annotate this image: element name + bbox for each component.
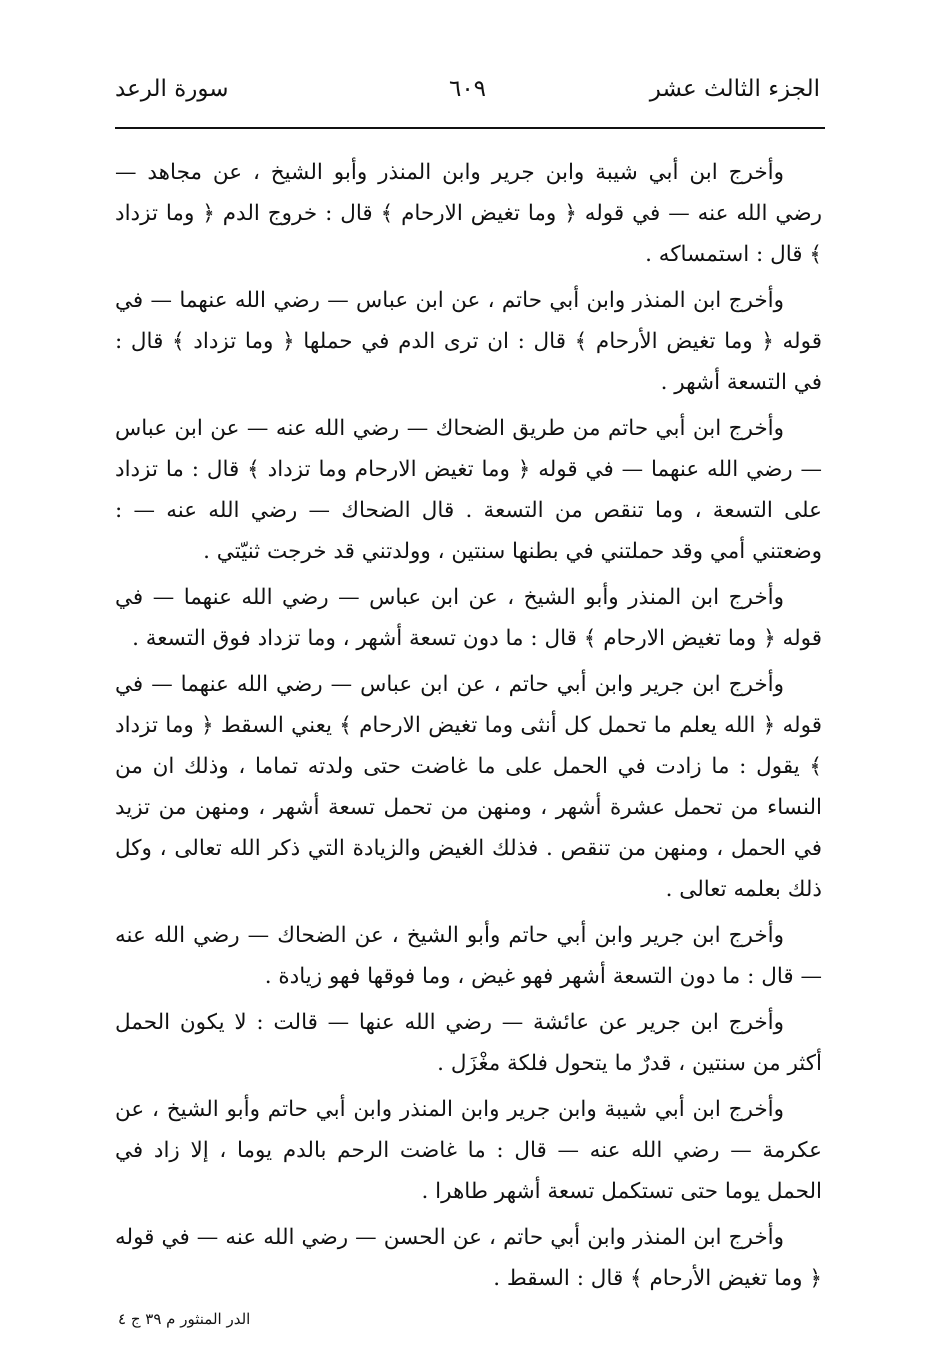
paragraph: وأخرج ابن المنذر وابن أبي حاتم ، عن الحسن — رضي الله عنه — في قوله ﴿ وما تغيض الأرحام ﴾ قال : السقط . [115, 1225, 822, 1291]
paragraph: وأخرج ابن المنذر وأبو الشيخ ، عن ابن عباس — رضي الله عنهما — في قوله ﴿ وما تغيض الارحام ﴾ قال : ما دون تسعة أشهر ، وما تزداد فوق التسعة . [115, 585, 822, 651]
part-title: الجزء الثالث عشر [649, 76, 820, 102]
page-body [115, 152, 822, 1304]
paragraph: وأخرج ابن أبي شيبة وابن جرير وابن المنذر وأبو الشيخ ، عن مجاهد — رضي الله عنه — في قوله ﴿ وما تغيض الارحام ﴾ قال : خروج الدم ﴿ وما تزداد ﴾ قال : استمساكه . [115, 160, 822, 267]
paragraph: وأخرج ابن جرير وابن أبي حاتم وأبو الشيخ ، عن الضحاك — رضي الله عنه — قال : ما دون التسعة أشهر فهو غيض ، وما فوقها فهو زيادة . [115, 923, 822, 989]
paragraph: وأخرج ابن أبي شيبة وابن جرير وابن المنذر وابن أبي حاتم وأبو الشيخ ، عن عكرمة — رضي الله عنه — قال : ما غاضت الرحم بالدم يوما ، إلا زاد في الحمل يوما حتى تستكمل تسعة أشهر طاهرا . [115, 1097, 822, 1204]
paragraph: وأخرج ابن أبي حاتم من طريق الضحاك — رضي الله عنه — عن ابن عباس — رضي الله عنهما — في قوله ﴿ وما تغيض الارحام وما تزداد ﴾ قال : ما تزداد على التسعة ، وما تنقص من التسعة . قال الضحاك — رضي الله عنه — : وضعتني أمي وقد حملتني في بطنها سنتين ، وولدتني قد خرجت ثنيّتي . [115, 416, 822, 564]
page-number: ٦٠٩ [448, 76, 487, 102]
paragraph: وأخرج ابن جرير عن عائشة — رضي الله عنها — قالت : لا يكون الحمل أكثر من سنتين ، قدرٌ ما يتحول فلكة مغْزَل . [115, 1010, 822, 1076]
paragraph: وأخرج ابن جرير وابن أبي حاتم ، عن ابن عباس — رضي الله عنهما — في قوله ﴿ الله يعلم ما تحمل كل أنثى وما تغيض الارحام ﴾ يعني السقط ﴿ وما تزداد ﴾ يقول : ما زادت في الحمل على ما غاضت حتى ولدته تماما ، وذلك ان من النساء من تحمل عشرة أشهر ، ومنهن من تحمل تسعة أشهر ، ومنهن من تزيد في الحمل ، ومنهن من تنقص . فذلك الغيض والزيادة التي ذكر الله تعالى ، وكل ذلك بعلمه تعالى . [115, 672, 822, 902]
signature-mark: الدر المنثور م ٣٩ ج ٤ [118, 1310, 251, 1328]
paragraph: وأخرج ابن المنذر وابن أبي حاتم ، عن ابن عباس — رضي الله عنهما — في قوله ﴿ وما تغيض الأرحام ﴾ قال : ان ترى الدم في حملها ﴿ وما تزداد ﴾ قال : في التسعة أشهر . [115, 288, 822, 395]
header-rule [115, 127, 825, 129]
running-header [115, 72, 820, 116]
surah-title: سورة الرعد [115, 76, 229, 102]
